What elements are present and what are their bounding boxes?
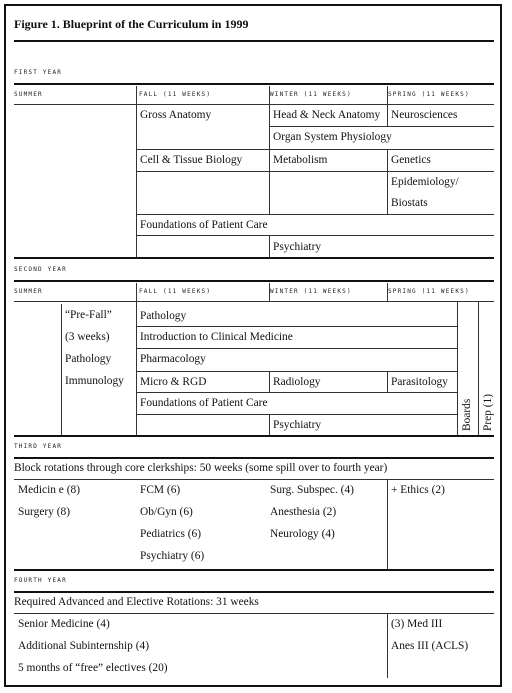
rotation-item: 5 months of “free” electives (20)	[18, 662, 168, 674]
second-year-spring-header: SPRING (11 WEEKS)	[388, 288, 470, 295]
grid-line	[136, 86, 137, 257]
grid-line	[14, 104, 494, 105]
grid-line	[478, 302, 479, 435]
grid-line	[387, 283, 388, 302]
grid-line	[269, 149, 270, 214]
grid-line	[387, 479, 388, 569]
grid-line	[136, 326, 457, 327]
rotation-item: Additional Subinternship (4)	[18, 640, 149, 652]
second-year-label: SECOND YEAR	[14, 266, 67, 273]
grid-line	[14, 613, 494, 614]
course-head-neck-anatomy: Head & Neck Anatomy	[273, 109, 381, 121]
grid-line	[14, 301, 494, 302]
rotation-item: Senior Medicine (4)	[18, 618, 110, 630]
rotation-item: Surgery (8)	[18, 506, 70, 518]
first-year-spring-header: SPRING (11 WEEKS)	[388, 91, 470, 98]
course-genetics: Genetics	[391, 154, 431, 166]
grid-line	[136, 348, 457, 349]
grid-line	[387, 371, 388, 392]
second-year-fall-header: FALL (11 WEEKS)	[139, 288, 212, 295]
course-radiology: Radiology	[273, 376, 321, 388]
figure-frame	[4, 4, 502, 687]
course-psychiatry: Psychiatry	[273, 241, 322, 253]
course-gross-anatomy: Gross Anatomy	[140, 109, 212, 121]
second-year-rule	[14, 280, 494, 282]
prefall-line: Pathology	[65, 353, 112, 365]
rotation-item: Anesthesia (2)	[270, 506, 337, 518]
grid-line	[269, 371, 270, 392]
boards-label: Boards	[461, 398, 473, 431]
course-metabolism: Metabolism	[273, 154, 328, 166]
grid-line	[136, 171, 494, 172]
rotation-item: (3) Med III	[391, 618, 443, 630]
third-year-rule	[14, 457, 494, 459]
grid-line	[61, 304, 62, 435]
third-year-heading: Block rotations through core clerkships: 50 weeks (some spill over to fourth year)	[14, 462, 388, 474]
third-year-label: THIRD YEAR	[14, 443, 63, 450]
section-rule	[14, 435, 494, 437]
prefall-line: Immunology	[65, 375, 124, 387]
grid-line	[269, 414, 270, 435]
first-year-fall-header: FALL (11 WEEKS)	[139, 91, 212, 98]
grid-line	[457, 302, 458, 435]
course-parasitology: Parasitology	[391, 376, 448, 388]
course-neurosciences: Neurosciences	[391, 109, 458, 121]
rotation-item: Pediatrics (6)	[140, 528, 202, 540]
grid-line	[387, 149, 388, 214]
title-rule	[14, 40, 494, 42]
grid-line	[136, 214, 494, 215]
section-rule	[14, 569, 494, 571]
grid-line	[136, 283, 137, 435]
grid-line	[136, 414, 457, 415]
rotation-item: Ob/Gyn (6)	[140, 506, 193, 518]
first-year-rule	[14, 83, 494, 85]
prep-label: Prep (1)	[482, 393, 494, 431]
figure-title: Figure 1. Blueprint of the Curriculum in 1999	[14, 17, 249, 31]
first-year-winter-header: WINTER (11 WEEKS)	[270, 91, 352, 98]
rotation-item: FCM (6)	[140, 484, 181, 496]
fourth-year-label: FOURTH YEAR	[14, 577, 67, 584]
section-rule	[14, 257, 494, 259]
grid-line	[387, 613, 388, 678]
second-year-summer-header: SUMMER	[14, 288, 43, 295]
course-epidemiology: Epidemiology/	[391, 176, 459, 188]
rotation-item: Medicin e (8)	[18, 484, 80, 496]
grid-line	[136, 235, 494, 236]
course-pharmacology: Pharmacology	[140, 353, 206, 365]
first-year-label: FIRST YEAR	[14, 69, 63, 76]
rotation-item: + Ethics (2)	[391, 484, 445, 496]
grid-line	[269, 86, 270, 149]
course-foundations-patient-care: Foundations of Patient Care	[140, 397, 268, 409]
second-year-winter-header: WINTER (11 WEEKS)	[270, 288, 352, 295]
course-biostats: Biostats	[391, 197, 428, 209]
course-intro-clinical-medicine: Introduction to Clinical Medicine	[140, 331, 293, 343]
prefall-line: (3 weeks)	[65, 331, 110, 343]
prefall-line: “Pre-Fall”	[65, 309, 112, 321]
grid-line	[387, 86, 388, 127]
grid-line	[14, 479, 494, 480]
grid-line	[136, 392, 457, 393]
first-year-summer-header: SUMMER	[14, 91, 43, 98]
rotation-item: Surg. Subspec. (4)	[270, 484, 354, 496]
course-foundations-patient-care: Foundations of Patient Care	[140, 219, 268, 231]
rotation-item: Psychiatry (6)	[140, 550, 205, 562]
course-cell-tissue-biology: Cell & Tissue Biology	[140, 154, 243, 166]
grid-line	[136, 149, 494, 150]
rotation-item: Anes III (ACLS)	[391, 640, 469, 652]
grid-line	[269, 283, 270, 302]
course-organ-system-physiology: Organ System Physiology	[273, 131, 392, 143]
course-pathology: Pathology	[140, 310, 187, 322]
grid-line	[269, 235, 270, 257]
rotation-item: Neurology (4)	[270, 528, 335, 540]
course-micro-rgd: Micro & RGD	[140, 376, 207, 388]
fourth-year-rule	[14, 591, 494, 593]
fourth-year-heading: Required Advanced and Elective Rotations: 31 weeks	[14, 596, 259, 608]
grid-line	[136, 371, 457, 372]
course-psychiatry: Psychiatry	[273, 419, 322, 431]
grid-line	[269, 126, 494, 127]
